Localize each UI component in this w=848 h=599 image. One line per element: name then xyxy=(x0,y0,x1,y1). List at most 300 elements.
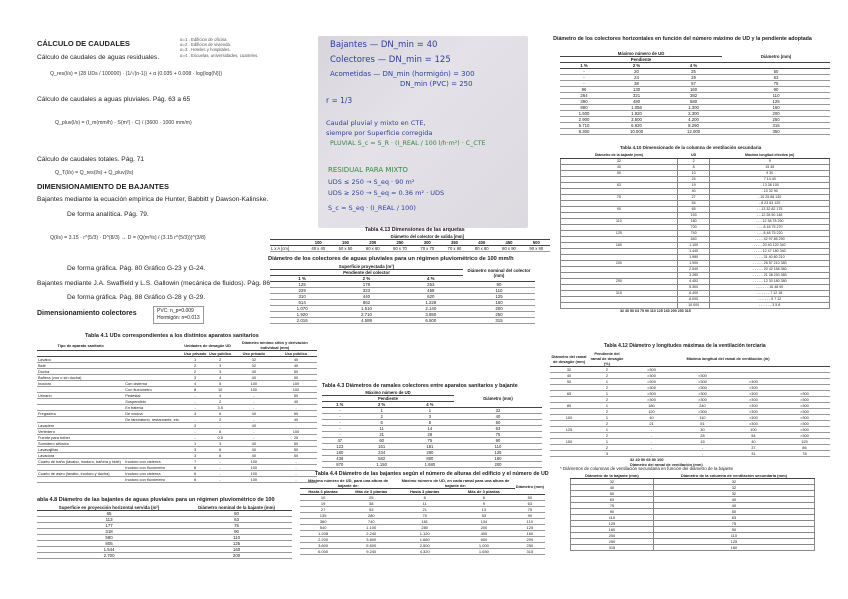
caption-vent-extra: * Diámetros de columnas de ventilación secundaria en función del diámetro de la bajante xyxy=(560,466,734,471)
table-cell: 4.320 xyxy=(396,549,453,555)
table-cell: Inodoro xyxy=(37,381,124,387)
table-cell: >300 xyxy=(779,403,830,409)
table-cell: 80 xyxy=(550,403,588,409)
table-cell: 250 xyxy=(463,312,535,318)
table-cell: 3 xyxy=(183,411,208,417)
table-cell: 135 xyxy=(300,513,346,519)
table-cell: 2 xyxy=(588,409,626,415)
table-cell: Vertedero xyxy=(37,429,124,435)
table-cell: 315 xyxy=(722,123,830,129)
table-cell: 50 xyxy=(275,447,317,453)
table-cell: 40 xyxy=(561,165,678,171)
table-cell: 24 xyxy=(677,177,710,183)
formula-residuales: Q_res(l/s) = (28 UDs / 100000) · (1/√(n-1)) + α (0.035 + 0.008 · log(log(N))) xyxy=(50,71,223,77)
table-cell: 3.500 xyxy=(608,117,665,123)
table-cell: 110 xyxy=(653,533,814,539)
table-cell: 50 xyxy=(561,171,678,177)
table-cell: 3.280 xyxy=(677,273,710,279)
table-cell: 3 xyxy=(183,375,208,381)
table-cell: 2 xyxy=(208,357,233,363)
table-cell: 110 xyxy=(722,93,830,99)
table-cell: 90 x 90 xyxy=(523,246,550,252)
wb-acometidas: Acometidas — DN_min (hormigón) = 300 xyxy=(330,70,475,78)
table-cell: 80 x 80 xyxy=(468,246,495,252)
table-cell: >300 xyxy=(779,415,830,421)
table-cell: 8.300 xyxy=(560,129,608,135)
text-grafica-2: De forma gráfica. Pág. 88 Gráfico G-28 y G-29. xyxy=(67,294,206,301)
table-cell: 40 xyxy=(233,369,275,375)
table-header: 2 % xyxy=(334,276,398,282)
table-cell: >300 xyxy=(728,379,779,385)
table-cell: 2.140 xyxy=(399,306,463,312)
table-cell: - xyxy=(183,429,208,435)
table-cell: 580 xyxy=(665,99,722,105)
table-header: Máxima longitud efectiva (m) xyxy=(710,153,830,159)
table-header: 1 % xyxy=(322,402,358,408)
table-cell: 32 xyxy=(233,363,275,369)
table-cell: - - - - 31 40 80 210 xyxy=(710,255,830,261)
table-cell: - xyxy=(560,81,608,87)
table-cell: - xyxy=(233,399,275,405)
table-cell: 321 xyxy=(608,93,665,99)
table-cell: 40 xyxy=(233,441,275,447)
table-cell: 13 xyxy=(453,507,515,513)
table-cell: - - 12 28 50 148 xyxy=(710,213,830,219)
table-cell: 1.920 xyxy=(270,312,334,318)
table-cell: 200 xyxy=(561,261,678,267)
table-header: Pendiente del ramal de desagüe (%) xyxy=(588,351,626,367)
manning-hormigon: Hormigón: n=0.013 xyxy=(157,315,200,321)
table-cell: 50 x 50 xyxy=(332,246,359,252)
table-cell: 30 xyxy=(677,427,728,433)
table-cell: 50 xyxy=(275,441,317,447)
table-header: Diámetro nominal del colector (mm) xyxy=(463,264,535,282)
table-cell: 32 xyxy=(653,485,814,491)
table-cell: - 8 23 63 120 xyxy=(710,201,830,207)
table-cell: 100 xyxy=(233,381,275,387)
table-cell: 6 xyxy=(396,495,453,501)
table-bajantes-alturas xyxy=(300,478,545,555)
table-vent-secundaria xyxy=(560,153,830,313)
table-cell: - 10 32 90 xyxy=(710,189,830,195)
table-cell: Lavadero xyxy=(37,423,124,429)
table-cell: - - - - 20 40 120 340 xyxy=(710,243,830,249)
table-cell: Ducha xyxy=(37,369,124,375)
table-cell: 40 xyxy=(626,415,677,421)
table-cell: Con fluxómetro xyxy=(124,387,182,393)
table-header: Uso público xyxy=(209,351,232,356)
table-cell: 280 xyxy=(406,450,454,456)
table-header: 2 % xyxy=(358,402,406,408)
table-cell: 90 xyxy=(561,207,678,213)
table-cell: 2.016 xyxy=(270,318,334,324)
table-cell: 160 xyxy=(515,531,545,537)
table-header: Máximo número de UD xyxy=(560,51,722,57)
table-cell: 4.589 xyxy=(334,318,398,324)
caption-vent-secundaria: Tabla 4.10 Dimensionado de la columna de ventilación secundaria xyxy=(620,145,762,150)
table-cell: 200 xyxy=(722,111,830,117)
table-cell: >300 xyxy=(677,391,728,397)
table-cell: 60 x 60 xyxy=(359,246,386,252)
table-cell: >300 xyxy=(728,409,779,415)
table-cell: 110 xyxy=(571,515,654,521)
table-cell: 113 xyxy=(37,517,181,523)
table-cell: 50 xyxy=(722,69,830,75)
caption-tabla-4-3: Tabla 4.3 Diámetros de ramales colectores entre aparatos sanitarios y bajante xyxy=(322,383,518,389)
table-cell: Fuente para beber xyxy=(37,435,124,441)
table-cell: 3 xyxy=(208,441,233,447)
table-cell: 10 xyxy=(208,387,233,393)
table-cell: 28 xyxy=(406,432,454,438)
table-cell: 53 xyxy=(453,513,515,519)
table-cell: 125 xyxy=(561,231,678,237)
table-header: 4 % xyxy=(399,276,463,282)
table-cell: 50 xyxy=(571,491,654,497)
table-cell: 1 xyxy=(358,408,406,414)
section-title-bajantes: DIMENSIONAMIENTO DE BAJANTES xyxy=(37,182,169,191)
table-cell: 57 xyxy=(665,81,722,87)
table-cell: 0.5 xyxy=(208,435,233,441)
table-cell: 120 xyxy=(626,409,677,415)
table-cell: - - - 8 48 75 220 xyxy=(710,231,830,237)
table-cell: - xyxy=(322,426,358,432)
table-cell: 323 xyxy=(334,288,398,294)
table-cell: - - - - - 26 57 210 380 xyxy=(710,261,830,267)
table-cell: 90 xyxy=(571,509,654,515)
table-cell: - xyxy=(183,399,208,405)
table-cell: 40 xyxy=(728,439,779,445)
table-cell: 110 xyxy=(677,415,728,421)
table-row xyxy=(571,545,815,551)
table-cell: 2 xyxy=(588,373,626,379)
table-header: 4 % xyxy=(406,402,454,408)
table-cell: 40 xyxy=(233,411,275,417)
list-item: α=2 . Edificios de vivienda. xyxy=(180,42,232,48)
table-cell: >300 xyxy=(626,379,677,385)
table-cell: 50 xyxy=(515,495,545,501)
table-cell: 12.000 xyxy=(665,129,722,135)
table-cell: 2 xyxy=(358,414,406,420)
table-cell: 1 xyxy=(588,415,626,421)
table-cell: 620 xyxy=(399,294,463,300)
table-cell: 125 xyxy=(779,439,830,445)
table-cell: 75 xyxy=(722,81,830,87)
table-collectors-ud xyxy=(560,51,830,135)
table-cell: 862 xyxy=(334,300,398,306)
table-cell: 125 xyxy=(515,525,545,531)
table-cell: >300 xyxy=(779,427,830,433)
table-cell: - xyxy=(322,420,358,426)
table-cell: 50 xyxy=(550,379,588,385)
table-cell: Inodoro con fluxómetro xyxy=(124,465,182,471)
table-cell: 14 xyxy=(406,426,454,432)
table-cell: - - - - - 12 30 180 380 xyxy=(710,279,830,285)
table-cell: 160 xyxy=(454,456,542,462)
table-cell: - xyxy=(626,433,677,439)
caption-collectors-ud: Diámetro de los colectores horizontales en función del número máximo de UD y la pendiente adoptada xyxy=(553,36,812,42)
table-header: 4 % xyxy=(665,63,722,69)
wb-bajantes: Bajantes — DN_min = 40 xyxy=(330,40,438,50)
table-cell: 19 xyxy=(300,501,346,507)
caption-tabla-4-1: Tabla 4.1 UDs correspondientes a los distintos aparatos sanitarios xyxy=(85,333,259,339)
table-header: Máximo número de UD xyxy=(322,390,454,396)
table-cell: 63 xyxy=(571,497,654,503)
table-cell: 125 xyxy=(722,99,830,105)
table-cell: >300 xyxy=(677,397,728,403)
table-cell: 151 xyxy=(358,444,406,450)
table-header: Uso privado xyxy=(233,351,275,357)
table-cell: Con cisterna xyxy=(124,381,182,387)
table-cell: 3.5 xyxy=(208,405,233,411)
table-cell: Inodoro con fluxómetro xyxy=(124,477,182,483)
table-cell: - - - - - - 3 5 8 xyxy=(710,303,830,309)
table-cell: 25 xyxy=(346,495,396,501)
table-cell: 3.600 xyxy=(346,537,396,543)
table-cell: 100 xyxy=(233,477,275,483)
table-cell: 40 xyxy=(550,373,588,379)
table-bajantes-pluviales xyxy=(37,505,292,559)
table-cell: 8.290 xyxy=(665,123,722,129)
table-cell: 1 xyxy=(588,427,626,433)
table-cell: - xyxy=(208,459,233,465)
table-cell: 6 xyxy=(208,453,233,459)
table-cell: - xyxy=(275,405,317,411)
table-cell: 3.800 xyxy=(300,543,346,549)
table-cell: 805 xyxy=(37,541,181,547)
table-cell: - xyxy=(208,471,233,477)
table-cell: - xyxy=(208,477,233,483)
table-header: Pendiente xyxy=(560,57,722,63)
table-cell: 1.920 xyxy=(608,111,665,117)
table-cell: 458 xyxy=(399,288,463,294)
table-cell: 130 xyxy=(608,87,665,93)
table-row xyxy=(37,477,317,483)
table-cell: >300 xyxy=(728,385,779,391)
table-cell: 390 xyxy=(560,99,608,105)
table-cell: 1 xyxy=(183,441,208,447)
wb-fraction: r = 1/3 xyxy=(326,96,353,105)
table-cell: - xyxy=(233,435,275,441)
table-cell: 78 xyxy=(779,451,830,457)
table-vent-extra xyxy=(570,473,815,551)
table-cell: 4 xyxy=(208,393,233,399)
list-item: α=3 . Hoteles y hospitales. xyxy=(180,47,231,53)
table-cell: 38 xyxy=(608,81,665,87)
table-cell: 100 xyxy=(233,471,275,477)
table-cell: 315 xyxy=(463,318,535,324)
table-cell: 27 xyxy=(677,195,710,201)
caption-tabla-4-12: Tabla 4.12 Diámetro y longitudes máximas de la ventilación terciaria xyxy=(604,343,766,349)
table-cell: 100 xyxy=(275,387,317,393)
section-title-colectores: Dimensionamiento colectores xyxy=(37,310,137,317)
wb-pluvial: PLUVIAL S_c = S_R · (I_REAL / 100 l/h·m²) · C_CTE xyxy=(330,140,486,147)
table-cell: >300 xyxy=(728,397,779,403)
table-cell: 75 xyxy=(181,523,292,529)
table-cell: 100 xyxy=(233,459,275,465)
table-row xyxy=(270,246,550,252)
table-cell: 50 xyxy=(181,511,292,517)
table-cell: 253 xyxy=(399,282,463,288)
table-cell: Cuarto de aseo (lavabo, inodoro y ducha) xyxy=(37,471,124,477)
table-cell: 2 xyxy=(183,369,208,375)
caption-arquetas: Tabla 4.13 Dimensiones de las arquetas xyxy=(365,227,465,233)
table-cell: 15 xyxy=(677,439,728,445)
table-cell: - xyxy=(233,393,275,399)
table-header: 150 xyxy=(332,240,359,246)
table-header: Hasta 3 plantas xyxy=(396,489,453,495)
table-cell: 63 xyxy=(561,183,678,189)
table-cell: - xyxy=(626,427,677,433)
table-cell: - xyxy=(233,405,275,411)
table-cell: 153 xyxy=(677,213,710,219)
table-cell: 125 xyxy=(181,541,292,547)
table-cell: 350 xyxy=(722,129,830,135)
table-cell: 100 xyxy=(275,381,317,387)
table-cell: 160 xyxy=(463,300,535,306)
table-cell: 1.900 xyxy=(677,261,710,267)
table-cell: 125 xyxy=(571,521,654,527)
table-cell: - xyxy=(322,408,358,414)
table-cell: 63 xyxy=(722,75,830,81)
table-cell: 11 xyxy=(396,501,453,507)
table-cell: 90 xyxy=(515,513,545,519)
table-header: Diámetro de la bajante (mm) xyxy=(571,473,654,479)
table-cell: 60 xyxy=(358,438,406,444)
table-cell: 382 xyxy=(665,93,722,99)
table-cell: >300 xyxy=(677,373,728,379)
table-header: 100 xyxy=(305,240,332,246)
table-cell: 200 xyxy=(571,533,654,539)
table-cell: 40 xyxy=(275,357,317,363)
table-cell: 181 xyxy=(396,519,453,525)
table-cell: 10 xyxy=(300,495,346,501)
table-cell: 2 xyxy=(588,367,626,373)
table-cell: - xyxy=(677,451,728,457)
table-cell: 2.200 xyxy=(300,537,346,543)
text-calc-pluviales: Cálculo de caudales a aguas pluviales. Pág. 63 a 65 xyxy=(37,96,191,103)
table-uds-aparatos xyxy=(37,340,317,483)
table-row xyxy=(561,303,830,309)
table-cell: 1.228 xyxy=(399,300,463,306)
table-cell: Pedestal xyxy=(124,393,182,399)
table-cell: 100 xyxy=(233,387,275,393)
table-header: Diámetro del ramal de desagüe (mm) xyxy=(550,351,588,367)
table-header: Diámetro de la bajante (mm) xyxy=(561,153,678,159)
table-cell: 1.100 xyxy=(346,525,396,531)
table-cell: 8.000 xyxy=(677,297,710,303)
table-cell: 54 xyxy=(728,433,779,439)
table-cell: 1.070 xyxy=(270,306,334,312)
table-cell: 50 xyxy=(275,369,317,375)
table-header: 500 xyxy=(523,240,550,246)
table-cell: 75 xyxy=(653,521,814,527)
table-cell: 134 xyxy=(453,519,515,525)
table-cell: 54 xyxy=(677,201,710,207)
table-cell: >300 xyxy=(677,379,728,385)
table-cell: 60 x 70 xyxy=(386,246,413,252)
table-header: Más de 3 plantas xyxy=(346,489,396,495)
table-cell: 700 xyxy=(677,225,710,231)
table-row xyxy=(300,549,545,555)
table-cell: 100 xyxy=(233,465,275,471)
table-cell: >300 xyxy=(626,397,677,403)
table-cell: 19 xyxy=(677,183,710,189)
table-cell: 50 xyxy=(275,411,317,417)
terciaria-footer: 32 40 50 65 80 100 xyxy=(630,457,664,462)
table-header: Hasta 3 plantas xyxy=(300,489,346,495)
table-cell: 40 xyxy=(275,363,317,369)
table-cell: 25 xyxy=(275,435,317,441)
table-cell: 438 xyxy=(322,456,358,462)
table-cell: - xyxy=(275,423,317,429)
table-cell: - - 13 32 82 175 xyxy=(710,207,830,213)
table-cell: - xyxy=(183,405,208,411)
table-cell: - xyxy=(208,465,233,471)
table-cell: 2.540 xyxy=(677,267,710,273)
table-cell: 32 xyxy=(550,367,588,373)
table-cell: 1.440 xyxy=(677,249,710,255)
table-cell: 6 xyxy=(183,471,208,477)
table-cell: 21 xyxy=(626,421,677,427)
table-cell: 50 xyxy=(275,453,317,459)
table-cell: 614 xyxy=(270,300,334,306)
table-cell xyxy=(550,451,588,457)
table-cell: 20 xyxy=(608,69,665,75)
table-cell: 11 xyxy=(358,426,406,432)
table-cell: 2 xyxy=(588,385,626,391)
table-cell: 5.300 xyxy=(677,285,710,291)
table-cell: 3 xyxy=(183,423,208,429)
table-cell: 740 xyxy=(677,231,710,237)
table-header: Diámetro (mm) xyxy=(722,51,830,63)
table-cell: 2.240 xyxy=(346,531,396,537)
table-cell: 360 xyxy=(300,519,346,525)
table-cell: 1.510 xyxy=(334,306,398,312)
table-cell: 6.000 xyxy=(300,549,346,555)
table-cell: 86 xyxy=(779,445,830,451)
table-cell: 600 xyxy=(453,537,515,543)
table-cell: 1.150 xyxy=(358,462,406,468)
table-cell: 1.544 xyxy=(37,547,181,553)
table-cell: - xyxy=(560,69,608,75)
table-cell: 8 xyxy=(183,477,208,483)
table-cell: - - - - - 21 38 230 380 xyxy=(710,273,830,279)
table-cell: 100 xyxy=(550,415,588,421)
table-cell: 70 x 80 xyxy=(441,246,468,252)
table-cell: - xyxy=(233,429,275,435)
table-cell: - xyxy=(322,432,358,438)
table-header: Diámetro (mm) xyxy=(515,478,545,495)
table-cell: 2 xyxy=(588,445,626,451)
table-header: 1 % xyxy=(560,63,608,69)
table-cell: 110 xyxy=(181,535,292,541)
table-cell: 75 xyxy=(515,507,545,513)
table-cell: >300 xyxy=(626,391,677,397)
table-cell xyxy=(561,303,678,309)
table-cell: >300 xyxy=(728,403,779,409)
table-header: Diámetro mínimo sifón y derivación individual (mm) xyxy=(233,340,317,351)
table-cell: 582 xyxy=(358,456,406,462)
table-header: Máximo número de UD, para una altura de bajante de: xyxy=(300,478,396,489)
table-cell: 250 xyxy=(571,539,654,545)
table-cell: 1.980 xyxy=(677,255,710,261)
table-header: Pendiente del colector xyxy=(270,270,463,276)
text-analitica: De forma analítica. Pág. 79. xyxy=(67,211,149,218)
table-cell: L x A [cm] xyxy=(270,246,305,252)
table-header: Diámetro del colector de salida [mm] xyxy=(305,234,550,240)
table-cell: 75 xyxy=(561,195,678,201)
table-cell: - xyxy=(233,417,275,423)
